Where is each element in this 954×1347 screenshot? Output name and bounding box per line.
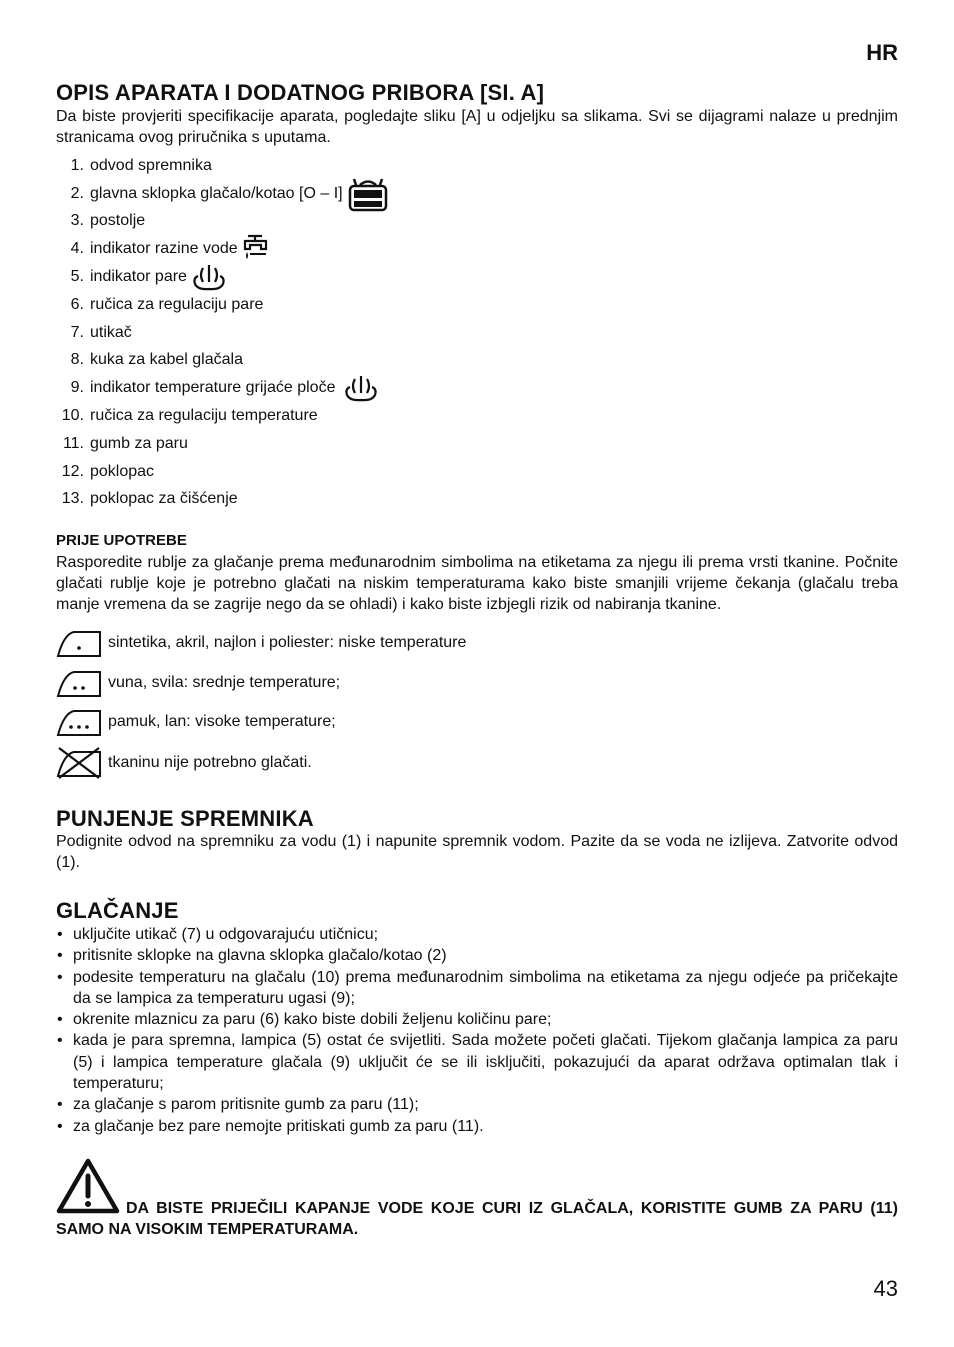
list-item: • podesite temperaturu na glačalu (10) prema međunarodnim simbolima na etiketama za njegu odjeće pa pričekajte da se lampica za temperaturu ugasi (9); [56, 967, 898, 1010]
list-item [56, 430, 389, 458]
item-text: gumb za paru [90, 434, 188, 452]
item-text: glavna sklopka glačalo/kotao [O – I] [90, 184, 343, 202]
list-item [56, 402, 389, 430]
section-title-ironing: GLAČANJE [56, 898, 179, 923]
item-text: indikator razine vode [90, 240, 238, 258]
iron-two-dots-icon [56, 668, 102, 698]
item-number: 5. [70, 268, 84, 286]
iron-crossed-icon [56, 746, 102, 780]
symbol-text: sintetika, akril, najlon i poliester: niske temperature [108, 634, 467, 651]
steam-icon [191, 262, 227, 292]
item-number: 9. [70, 379, 84, 397]
symbol-text: vuna, svila: srednje temperature; [108, 674, 341, 691]
list-item: • pritisnite sklopke na glavna sklopka glačalo/kotao (2) [56, 945, 898, 966]
item-number: 6. [70, 295, 84, 313]
iron-one-dot-icon [56, 628, 102, 658]
item-text: ručica za regulaciju pare [90, 295, 264, 313]
parts-list [56, 152, 389, 513]
iron-three-dots-icon [56, 707, 102, 737]
list-item [56, 374, 389, 402]
filling-paragraph: Podignite odvod na spremniku za vodu (1) i napunite spremnik vodom. Pazite da se voda ne izlijeva. Zatvorite odvod (1). [56, 833, 898, 871]
item-text: odvod spremnika [90, 156, 212, 174]
list-item [56, 319, 389, 347]
item-number: 12. [61, 462, 84, 480]
list-item [56, 263, 389, 291]
intro-paragraph: Da biste provjeriti specifikacije aparata, pogledajte sliku [A] u odjeljku sa slikama. Svi se dijagrami nalaze u prednjim stranicama ovog priručnika s uputama. [56, 108, 898, 146]
item-number: 13. [61, 490, 84, 508]
item-text: indikator pare [90, 268, 187, 286]
list-item [56, 235, 389, 263]
symbol-row [56, 668, 340, 698]
item-text: kuka za kabel glačala [90, 351, 243, 369]
iron-boiler-icon [347, 176, 389, 212]
list-item [56, 208, 389, 236]
list-item [56, 180, 389, 208]
list-item: • za glačanje bez pare nemojte pritiskati gumb za paru (11). [56, 1116, 898, 1137]
before-use-paragraph: Rasporedite rublje za glačanje prema međunarodnim simbolima na etiketama za njegu ili prema vrsti tkanine. Počnite glačati rublje koje je potrebno glačati na niskim temperaturama kako biste smanjili vrijeme čekanja (glačalu treba manje vremena da se zagrije nego da se ohladi) i kako biste izbjegli rizik od nabiranja tkanine. [56, 554, 898, 613]
list-item: • kada je para spremna, lampica (5) ostat će svijetliti. Sada možete početi glačati. Tijekom glačanja lampica za paru (5) i lampica temperature glačala (9) uključit će se ili isključiti, pokazujući da aparat održava optimalan tlak i temperaturu; [56, 1030, 898, 1094]
symbol-row [56, 707, 336, 737]
item-number: 7. [70, 323, 84, 341]
list-item [56, 458, 389, 486]
item-number: 1. [70, 156, 84, 174]
symbol-text: pamuk, lan: visoke temperature; [108, 713, 336, 730]
item-text: postolje [90, 212, 146, 230]
item-number: 2. [70, 184, 84, 202]
warning-block [56, 1158, 898, 1240]
list-item: • uključite utikač (7) u odgovarajuću utičnicu; [56, 924, 898, 945]
ironing-bullets [56, 924, 898, 1137]
steam-icon [343, 373, 379, 403]
item-text: indikator temperature grijaće ploče [90, 379, 336, 397]
list-item [56, 291, 389, 319]
item-number: 4. [70, 240, 84, 258]
item-text: poklopac [90, 462, 155, 480]
page-number: 43 [873, 1276, 898, 1301]
section-title-description: OPIS APARATA I DODATNOG PRIBORA [SI. A] [56, 80, 545, 105]
symbol-row [56, 628, 466, 658]
item-text: poklopac za čišćenje [90, 490, 238, 508]
item-number: 3. [70, 212, 84, 230]
warning-triangle-icon [56, 1158, 120, 1214]
list-item [56, 347, 389, 375]
before-use-title: PRIJE UPOTREBE [56, 532, 187, 549]
language-code: HR [866, 40, 898, 65]
item-number: 8. [70, 351, 84, 369]
section-title-filling: PUNJENJE SPREMNIKA [56, 806, 314, 831]
water-tap-icon [242, 232, 270, 266]
list-item [56, 152, 389, 180]
item-number: 11. [62, 434, 84, 452]
list-item [56, 486, 389, 514]
item-text: utikač [90, 323, 132, 341]
symbol-row [56, 746, 312, 780]
warning-text: DA BISTE PRIJEČILI KAPANJE VODE KOJE CURI IZ GLAČALA, KORISTITE GUMB ZA PARU (11) SAMO NA VISOKIM TEMPERATURAMA. [56, 1200, 898, 1238]
item-number: 10. [61, 407, 84, 425]
list-item: • okrenite mlaznicu za paru (6) kako biste dobili željenu količinu pare; [56, 1009, 898, 1030]
symbol-text: tkaninu nije potrebno glačati. [108, 754, 312, 771]
list-item: • za glačanje s parom pritisnite gumb za paru (11); [56, 1094, 898, 1115]
item-text: ručica za regulaciju temperature [90, 407, 318, 425]
